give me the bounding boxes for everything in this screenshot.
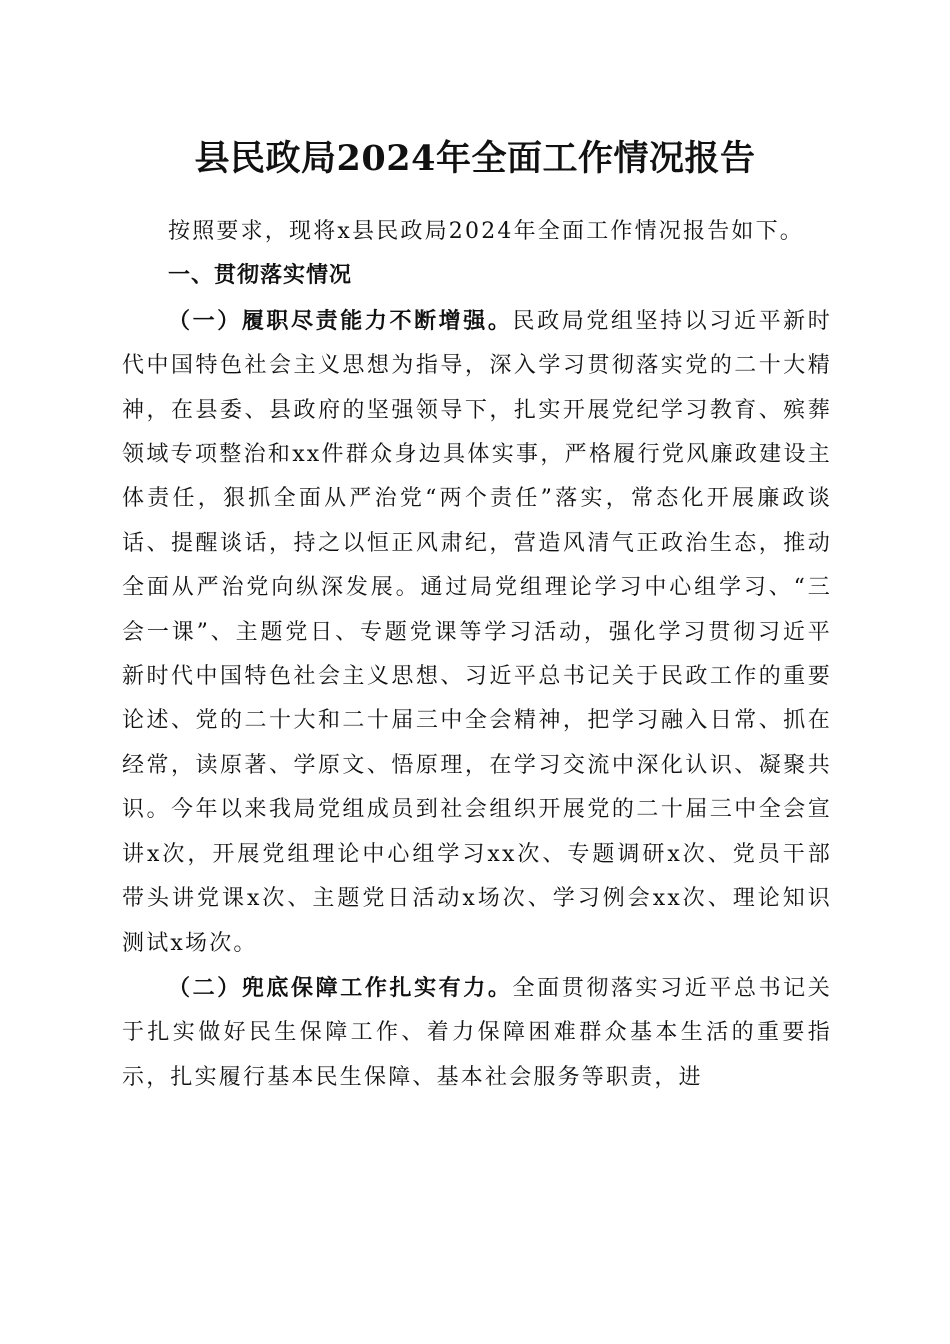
- document-title: 县民政局2024年全面工作情况报告: [194, 138, 756, 179]
- paragraph-2: [122, 966, 832, 1100]
- paragraph-1-body: 民政局党组坚持以习近平新时代中国特色社会主义思想为指导，深入学习贯彻落实党的二十大精神，在县委、县政府的坚强领导下，扎实开展党纪学习教育、殡葬领域专项整治和xx件群众身边具体实事，严格履行党风廉政建设主体责任，狠抓全面从严治党“两个责任”落实，常态化开展廉政谈话、提醒谈话，持之以恒正风肃纪，营造风清气正政治生态，推动全面从严治党向纵深发展。通过局党组理论学习中心组学习、“三会一课”、主题党日、专题党课等学习活动，强化学习贯彻习近平新时代中国特色社会主义思想、习近平总书记关于民政工作的重要论述、党的二十大和二十届三中全会精神，把学习融入日常、抓在经常，读原著、学原文、悟原理，在学习交流中深化认识、凝聚共识。今年以来我局党组成员到社会组织开展党的二十届三中全会宣讲x次，开展党组理论中心组学习xx次、专题调研x次、党员干部带头讲党课x次、主题党日活动x场次、学习例会xx次、理论知识测试x场次。: [122, 308, 832, 956]
- intro-paragraph: 按照要求，现将x县民政局2024年全面工作情况报告如下。: [168, 219, 804, 244]
- paragraph-2-lead: （二）兜底保障工作扎实有力。: [168, 974, 513, 1001]
- document-body: [122, 210, 832, 1100]
- paragraph-2-body: 全面贯彻落实习近平总书记关于扎实做好民生保障工作、着力保障困难群众基本生活的重要指示，扎实履行基本民生保障、基本社会服务等职责，进: [122, 975, 832, 1090]
- paragraph-1: [122, 299, 832, 966]
- paragraph-1-lead: （一）履职尽责能力不断增强。: [168, 307, 513, 334]
- section-heading: 一、贯彻落实情况: [168, 263, 353, 289]
